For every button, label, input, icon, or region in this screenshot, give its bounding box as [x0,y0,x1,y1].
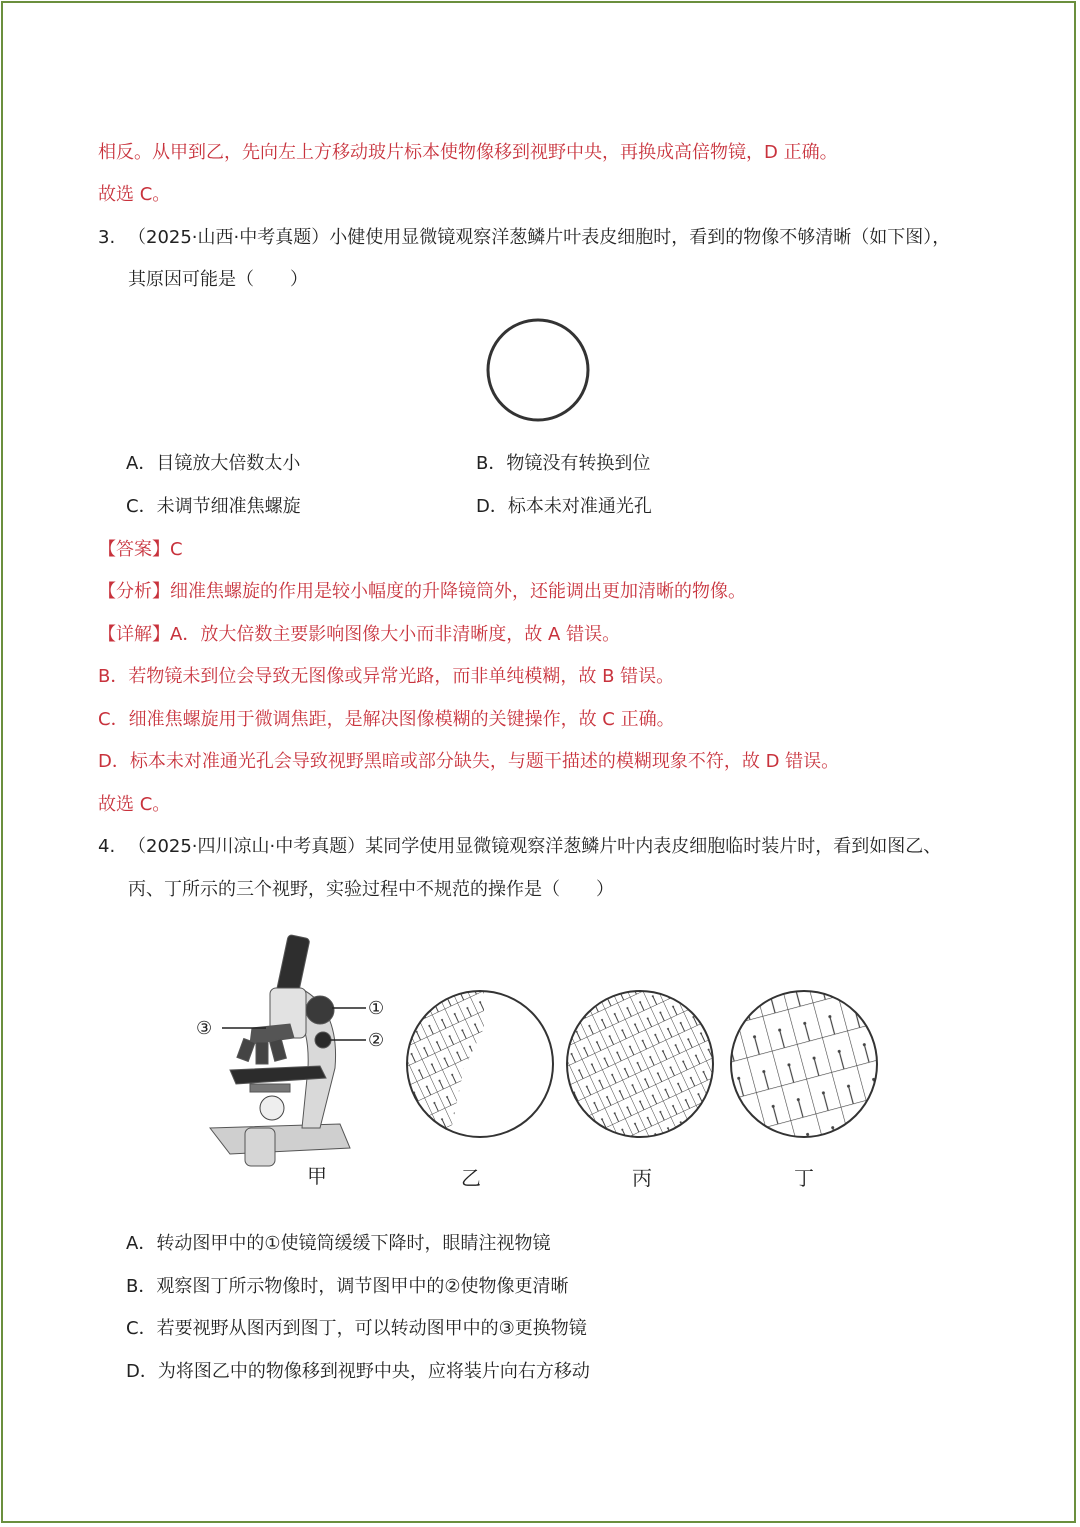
q4-option-d[interactable] [126,1360,590,1384]
option-key: D． [476,496,508,517]
q4-stem-line2: 丙、丁所示的三个视野，实验过程中不规范的操作是（ ） [128,879,614,900]
callout-3: ③ [196,1018,213,1039]
view-ding-figure [728,988,880,1140]
option-text: 转动图甲中的①使镜筒缓缓下降时，眼睛注视物镜 [156,1233,551,1254]
q3-conclusion: 故选 C。 [98,794,171,815]
q3-answer: 【答案】C [98,539,183,560]
q3-stem-line2: 其原因可能是（ ） [128,269,308,290]
q4-option-b[interactable] [126,1275,569,1299]
option-text: 标本未对准通光孔 [507,496,652,517]
option-key: B． [126,1276,157,1297]
q3-detail-b: B．若物镜未到位会导致无图像或异常光路，而非单纯模糊，故 B 错误。 [98,666,675,687]
view-bing-figure [564,988,716,1140]
callout-1: ① [368,998,385,1019]
option-text: 为将图乙中的物像移到视野中央，应将装片向右方移动 [157,1361,590,1382]
option-text: 目镜放大倍数太小 [156,453,301,474]
option-text: 物镜没有转换到位 [506,453,651,474]
q3-option-a[interactable] [126,452,300,476]
option-text: 观察图丁所示物像时，调节图甲中的②使物像更清晰 [156,1276,569,1297]
q4-number: 4. [98,836,116,857]
figure-label-jia: 甲 [307,1164,327,1188]
q2-explanation-tail: 相反。从甲到乙，先向左上方移动玻片标本使物像移到视野中央，再换成高倍物镜，D 正确。 [98,142,838,163]
q4-option-a[interactable] [126,1232,550,1256]
q3-detail-a: 【详解】A．放大倍数主要影响图像大小而非清晰度，故 A 错误。 [98,624,621,645]
q2-conclusion: 故选 C。 [98,184,171,205]
option-text: 若要视野从图丙到图丁，可以转动图甲中的③更换物镜 [156,1318,587,1339]
q3-stem-line1: （2025·山西·中考真题）小健使用显微镜观察洋葱鳞片叶表皮细胞时，看到的物像不够清晰（如下图）， [128,227,951,248]
option-key: C． [126,496,157,517]
option-key: A． [126,453,157,474]
q3-option-b[interactable] [476,452,650,476]
q4-option-c[interactable] [126,1317,587,1341]
q3-detail-c: C．细准焦螺旋用于微调焦距，是解决图像模糊的关键操作，故 C 正确。 [98,709,675,730]
microscope-figure [190,928,400,1173]
q3-analysis: 【分析】细准焦螺旋的作用是较小幅度的升降镜筒外，还能调出更加清晰的物像。 [98,581,746,602]
option-key: A． [126,1233,157,1254]
q3-number: 3. [98,227,116,248]
q3-option-c[interactable] [126,495,301,519]
field-of-view-circle [488,320,588,420]
view-yi-figure [404,988,556,1140]
figure-label-bing: 丙 [632,1166,652,1190]
option-text: 未调节细准焦螺旋 [156,496,301,517]
figure-label-yi: 乙 [461,1166,481,1190]
option-key: B． [476,453,507,474]
callout-2: ② [368,1030,385,1051]
q3-detail-d: D．标本未对准通光孔会导致视野黑暗或部分缺失，与题干描述的模糊现象不符，故 D 错误。 [98,751,840,772]
q3-option-d[interactable] [476,495,652,519]
figure-label-ding: 丁 [794,1166,814,1190]
option-key: D． [126,1361,158,1382]
q3-blurry-view-figure [484,316,592,424]
option-key: C． [126,1318,157,1339]
q4-stem-line1: （2025·四川凉山·中考真题）某同学使用显微镜观察洋葱鳞片叶内表皮细胞临时装片时，看到如图乙、 [128,836,942,857]
